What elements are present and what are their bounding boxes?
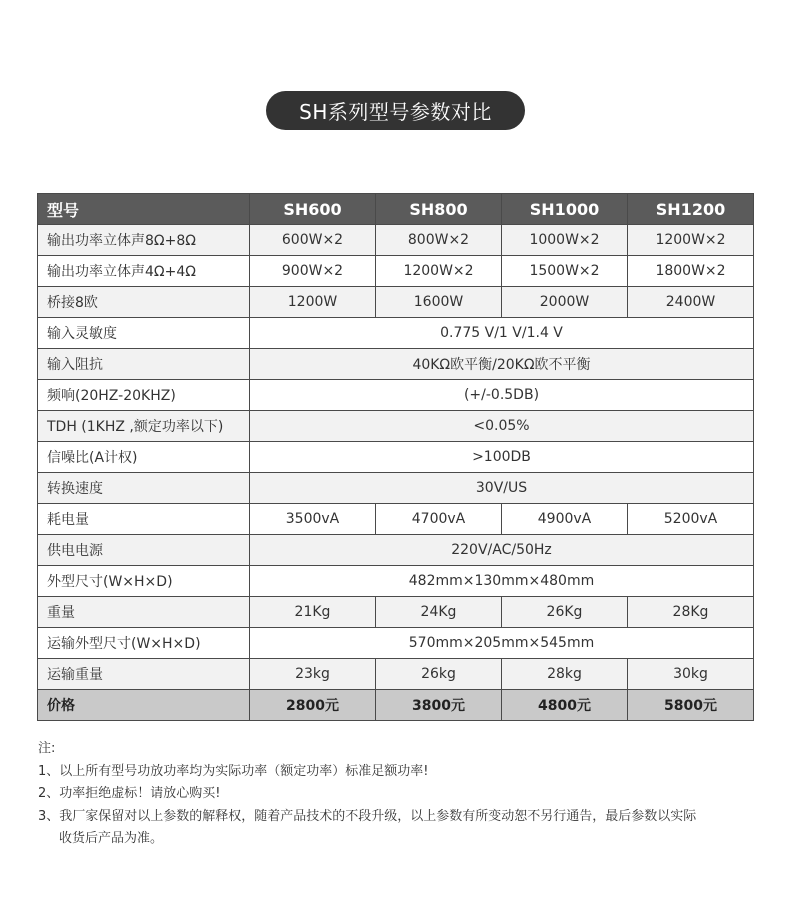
header-model: SH1200 (628, 194, 754, 225)
table-row (38, 380, 754, 411)
price-row (38, 690, 754, 721)
table-cell: 3500vA (250, 504, 376, 535)
header-label: 型号 (38, 194, 250, 225)
note-item: 1、以上所有型号功放功率均为实际功率（额定功率）标准足额功率! (38, 763, 429, 779)
note-item-continuation: 收货后产品为准。 (59, 831, 164, 846)
table-cell: 26kg (376, 659, 502, 690)
price-cell: 4800元 (502, 690, 628, 721)
header-model: SH1000 (502, 194, 628, 225)
table-cell: 1500W×2 (502, 256, 628, 287)
table-cell: 21Kg (250, 597, 376, 628)
table-cell-merged: 40KΩ欧平衡/20KΩ欧不平衡 (250, 349, 754, 380)
table-cell-merged: (+/-0.5DB) (250, 380, 754, 411)
row-label: 输入灵敏度 (38, 318, 250, 349)
table-cell: 600W×2 (250, 225, 376, 256)
table-cell: 1600W (376, 287, 502, 318)
table-cell-merged: <0.05% (250, 411, 754, 442)
row-label: 运输重量 (38, 659, 250, 690)
row-label: 供电电源 (38, 535, 250, 566)
table-row (38, 535, 754, 566)
table-cell: 1200W×2 (628, 225, 754, 256)
row-label: 耗电量 (38, 504, 250, 535)
table-row (38, 597, 754, 628)
row-label: 输出功率立体声4Ω+4Ω (38, 256, 250, 287)
row-label: TDH (1KHZ ,额定功率以下) (38, 411, 250, 442)
table-cell: 1200W (250, 287, 376, 318)
table-cell: 1200W×2 (376, 256, 502, 287)
table-header-row (38, 194, 754, 225)
table-cell: 28kg (502, 659, 628, 690)
row-label: 重量 (38, 597, 250, 628)
table-cell: 800W×2 (376, 225, 502, 256)
table-row (38, 566, 754, 597)
table-cell-merged: >100DB (250, 442, 754, 473)
table-cell: 2400W (628, 287, 754, 318)
header-model: SH800 (376, 194, 502, 225)
table-row (38, 411, 754, 442)
table-row (38, 256, 754, 287)
table-cell: 5200vA (628, 504, 754, 535)
table-row (38, 442, 754, 473)
row-label: 信噪比(A计权) (38, 442, 250, 473)
table-cell-merged: 0.775 V/1 V/1.4 V (250, 318, 754, 349)
price-cell: 2800元 (250, 690, 376, 721)
table-cell: 23kg (250, 659, 376, 690)
table-cell: 30kg (628, 659, 754, 690)
notes-section (38, 738, 758, 851)
price-cell: 3800元 (376, 690, 502, 721)
table-row (38, 287, 754, 318)
table-row (38, 659, 754, 690)
table-cell-merged: 220V/AC/50Hz (250, 535, 754, 566)
table-cell: 900W×2 (250, 256, 376, 287)
table-cell-merged: 482mm×130mm×480mm (250, 566, 754, 597)
table-cell: 4900vA (502, 504, 628, 535)
table-row (38, 318, 754, 349)
table-row (38, 628, 754, 659)
row-label: 外型尺寸(W×H×D) (38, 566, 250, 597)
table-cell-merged: 30V/US (250, 473, 754, 504)
note-item: 3、我厂家保留对以上参数的解释权，随着产品技术的不段升级，以上参数有所变动恕不另行通告，最后参数以实际 (38, 808, 697, 824)
table-cell: 24Kg (376, 597, 502, 628)
table-cell: 1000W×2 (502, 225, 628, 256)
row-label: 运输外型尺寸(W×H×D) (38, 628, 250, 659)
row-label: 转换速度 (38, 473, 250, 504)
table-cell: 2000W (502, 287, 628, 318)
table-row (38, 504, 754, 535)
notes-heading: 注: (38, 741, 56, 756)
price-cell: 5800元 (628, 690, 754, 721)
row-label: 输出功率立体声8Ω+8Ω (38, 225, 250, 256)
note-item: 2、功率拒绝虚标！请放心购买! (38, 786, 221, 801)
spec-comparison-table (37, 193, 754, 721)
table-cell-merged: 570mm×205mm×545mm (250, 628, 754, 659)
table-cell: 1800W×2 (628, 256, 754, 287)
row-label: 输入阻抗 (38, 349, 250, 380)
table-row (38, 225, 754, 256)
page-title: SH系列型号参数对比 (266, 91, 525, 130)
table-cell: 26Kg (502, 597, 628, 628)
row-label: 桥接8欧 (38, 287, 250, 318)
table-row (38, 473, 754, 504)
table-cell: 28Kg (628, 597, 754, 628)
header-model: SH600 (250, 194, 376, 225)
table-row (38, 349, 754, 380)
table-cell: 4700vA (376, 504, 502, 535)
price-label: 价格 (38, 690, 250, 721)
row-label: 频响(20HZ-20KHZ) (38, 380, 250, 411)
